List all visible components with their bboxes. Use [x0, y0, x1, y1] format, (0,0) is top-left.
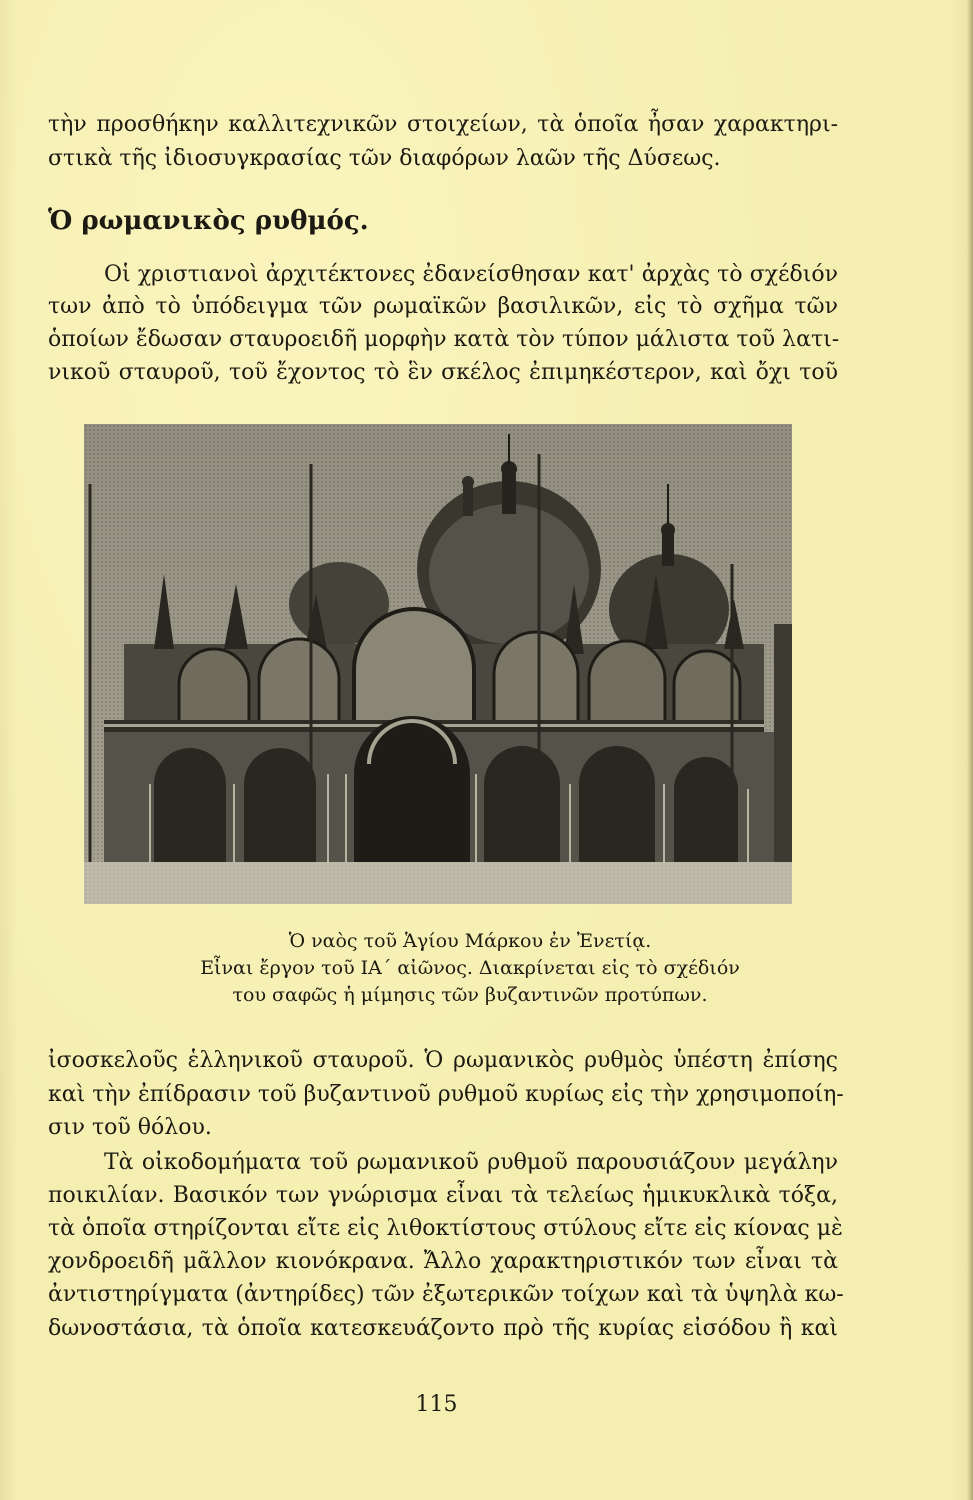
text-line: δωνοστάσια, τὰ ὁποῖα κατεσκευάζοντο πρὸ τῆς κυρίας εἰσόδου ἢ καὶ	[48, 1316, 838, 1341]
text-line: τὴν προσθήκην καλλιτεχνικῶν στοιχείων, τὰ ὁποῖα ἦσαν χαρακτηρι-	[48, 112, 838, 137]
figure-caption-line: Ὁ ναὸς τοῦ Ἁγίου Μάρκου ἐν Ἐνετίᾳ.	[288, 930, 652, 952]
text-line: Οἱ χριστιανοὶ ἀρχιτέκτονες ἐδανείσθησαν κατ' ἀρχὰς τὸ σχέδιόν	[104, 262, 838, 287]
text-line: νικοῦ σταυροῦ, τοῦ ἔχοντος τὸ ἓν σκέλος ἐπιμηκέστερον, καὶ ὄχι τοῦ	[48, 360, 838, 385]
text-line: χονδροειδῆ μᾶλλον κιονόκρανα. Ἄλλο χαρακτηριστικόν των εἶναι τὰ	[48, 1249, 838, 1274]
page-edge-shadow	[967, 0, 973, 1500]
page-number: 115	[415, 1392, 458, 1417]
text-line: σιν τοῦ θόλου.	[48, 1115, 212, 1140]
text-line: ἀντιστηρίγματα (ἀντηρίδες) τῶν ἐξωτερικῶν τοίχων καὶ τὰ ὑψηλὰ κω-	[48, 1282, 844, 1307]
text-line: ποικιλίαν. Βασικόν των γνώρισμα εἶναι τὰ τελείως ἡμικυκλικὰ τόξα,	[48, 1183, 838, 1208]
text-line: Τὰ οἰκοδομήματα τοῦ ρωμανικοῦ ρυθμοῦ παρουσιάζουν μεγάλην	[104, 1150, 838, 1175]
text-line: τὰ ὁποῖα στηρίζονται εἴτε εἰς λιθοκτίστους στύλους εἴτε εἰς κίονας μὲ	[48, 1216, 843, 1241]
basilica-photo	[84, 424, 792, 904]
figure-caption-line: Εἶναι ἔργον τοῦ ΙΑ´ αἰῶνος. Διακρίνεται εἰς τὸ σχέδιόν	[200, 957, 740, 979]
text-line: ἰσοσκελοῦς ἑλληνικοῦ σταυροῦ. Ὁ ρωμανικὸς ρυθμὸς ὑπέστη ἐπίσης	[48, 1048, 838, 1073]
text-line: ὁποίων ἔδωσαν σταυροειδῆ μορφὴν κατὰ τὸν τύπον μάλιστα τοῦ λατι-	[48, 327, 840, 352]
section-heading: Ὁ ρωμανικὸς ρυθμός.	[48, 206, 369, 236]
text-line: καὶ τὴν ἐπίδρασιν τοῦ βυζαντινοῦ ρυθμοῦ κυρίως εἰς τὴν χρησιμοποίη-	[48, 1082, 844, 1107]
figure-caption-line: του σαφῶς ἡ μίμησις τῶν βυζαντινῶν προτύπων.	[232, 984, 708, 1006]
text-line: των ἀπὸ τὸ ὑπόδειγμα τῶν ρωμαϊκῶν βασιλικῶν, εἰς τὸ σχῆμα τῶν	[48, 294, 838, 319]
text-line: στικὰ τῆς ἰδιοσυγκρασίας τῶν διαφόρων λαῶν τῆς Δύσεως.	[48, 146, 721, 171]
basilica-illustration	[84, 424, 792, 904]
